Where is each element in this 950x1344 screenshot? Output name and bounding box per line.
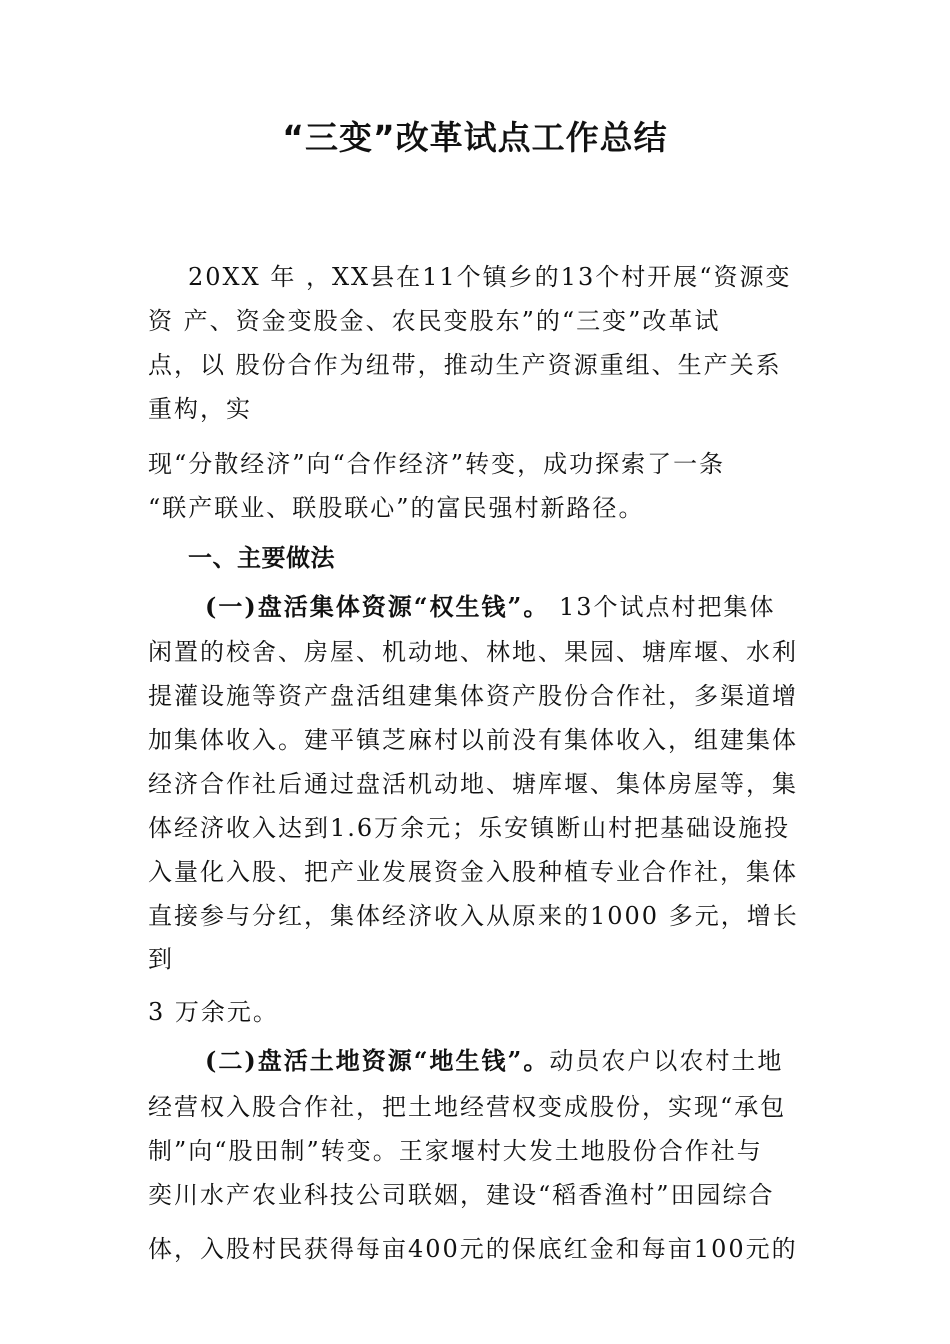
paragraph-line: 入量化入股、把产业发展资金入股种植专业合作社，集体 <box>148 858 798 886</box>
document-title: “三变”改革试点工作总结 <box>282 118 668 157</box>
section-heading: 一、主要做法 <box>188 544 335 572</box>
paragraph-first-line <box>205 1046 783 1076</box>
paragraph-line: 3 万余元。 <box>148 998 279 1026</box>
paragraph-line: 奕川水产农业科技公司联姻，建设“稻香渔村”田园综合 <box>148 1181 775 1209</box>
paragraph-line: 到 <box>148 945 174 973</box>
intro-line: 重构，实 <box>148 395 252 423</box>
intro-line: 20XX 年 ，XX县在11个镇乡的13个村开展“资源变 <box>188 263 792 291</box>
paragraph-text: 13个试点村把集体 <box>549 593 776 621</box>
subsection-heading: (一)盘活集体资源“权生钱”。 <box>205 592 550 621</box>
paragraph-first-line <box>205 592 776 622</box>
paragraph-line: 制”向“股田制”转变。王家堰村大发土地股份合作社与 <box>148 1137 763 1165</box>
paragraph-line: 加集体收入。建平镇芝麻村以前没有集体收入，组建集体 <box>148 726 798 754</box>
intro-line: 点，以 股份合作为纽带，推动生产资源重组、生产关系 <box>148 351 782 379</box>
paragraph-text: 动员农户以农村土地 <box>549 1047 784 1075</box>
paragraph-line: 直接参与分红，集体经济收入从原来的1000 多元，增长 <box>148 902 799 930</box>
paragraph-line: 体经济收入达到1.6万余元；乐安镇断山村把基础设施投 <box>148 814 791 842</box>
subsection-heading: (二)盘活土地资源“地生钱”。 <box>205 1046 550 1075</box>
paragraph-line: 经营权入股合作社，把土地经营权变成股份，实现“承包 <box>148 1093 787 1121</box>
paragraph-line: 闲置的校舍、房屋、机动地、林地、果园、塘库堰、水利 <box>148 638 798 666</box>
intro-line: 现“分散经济”向“合作经济”转变，成功探索了一条 <box>148 450 726 478</box>
intro-line: “联产联业、联股联心”的富民强村新路径。 <box>148 494 645 522</box>
paragraph-line: 体，入股村民获得每亩400元的保底红金和每亩100元的 <box>148 1235 798 1263</box>
paragraph-line: 提灌设施等资产盘活组建集体资产股份合作社，多渠道增 <box>148 682 798 710</box>
intro-line: 资 产、资金变股金、农民变股东”的“三变”改革试 <box>148 307 721 335</box>
paragraph-line: 经济合作社后通过盘活机动地、塘库堰、集体房屋等，集 <box>148 770 798 798</box>
